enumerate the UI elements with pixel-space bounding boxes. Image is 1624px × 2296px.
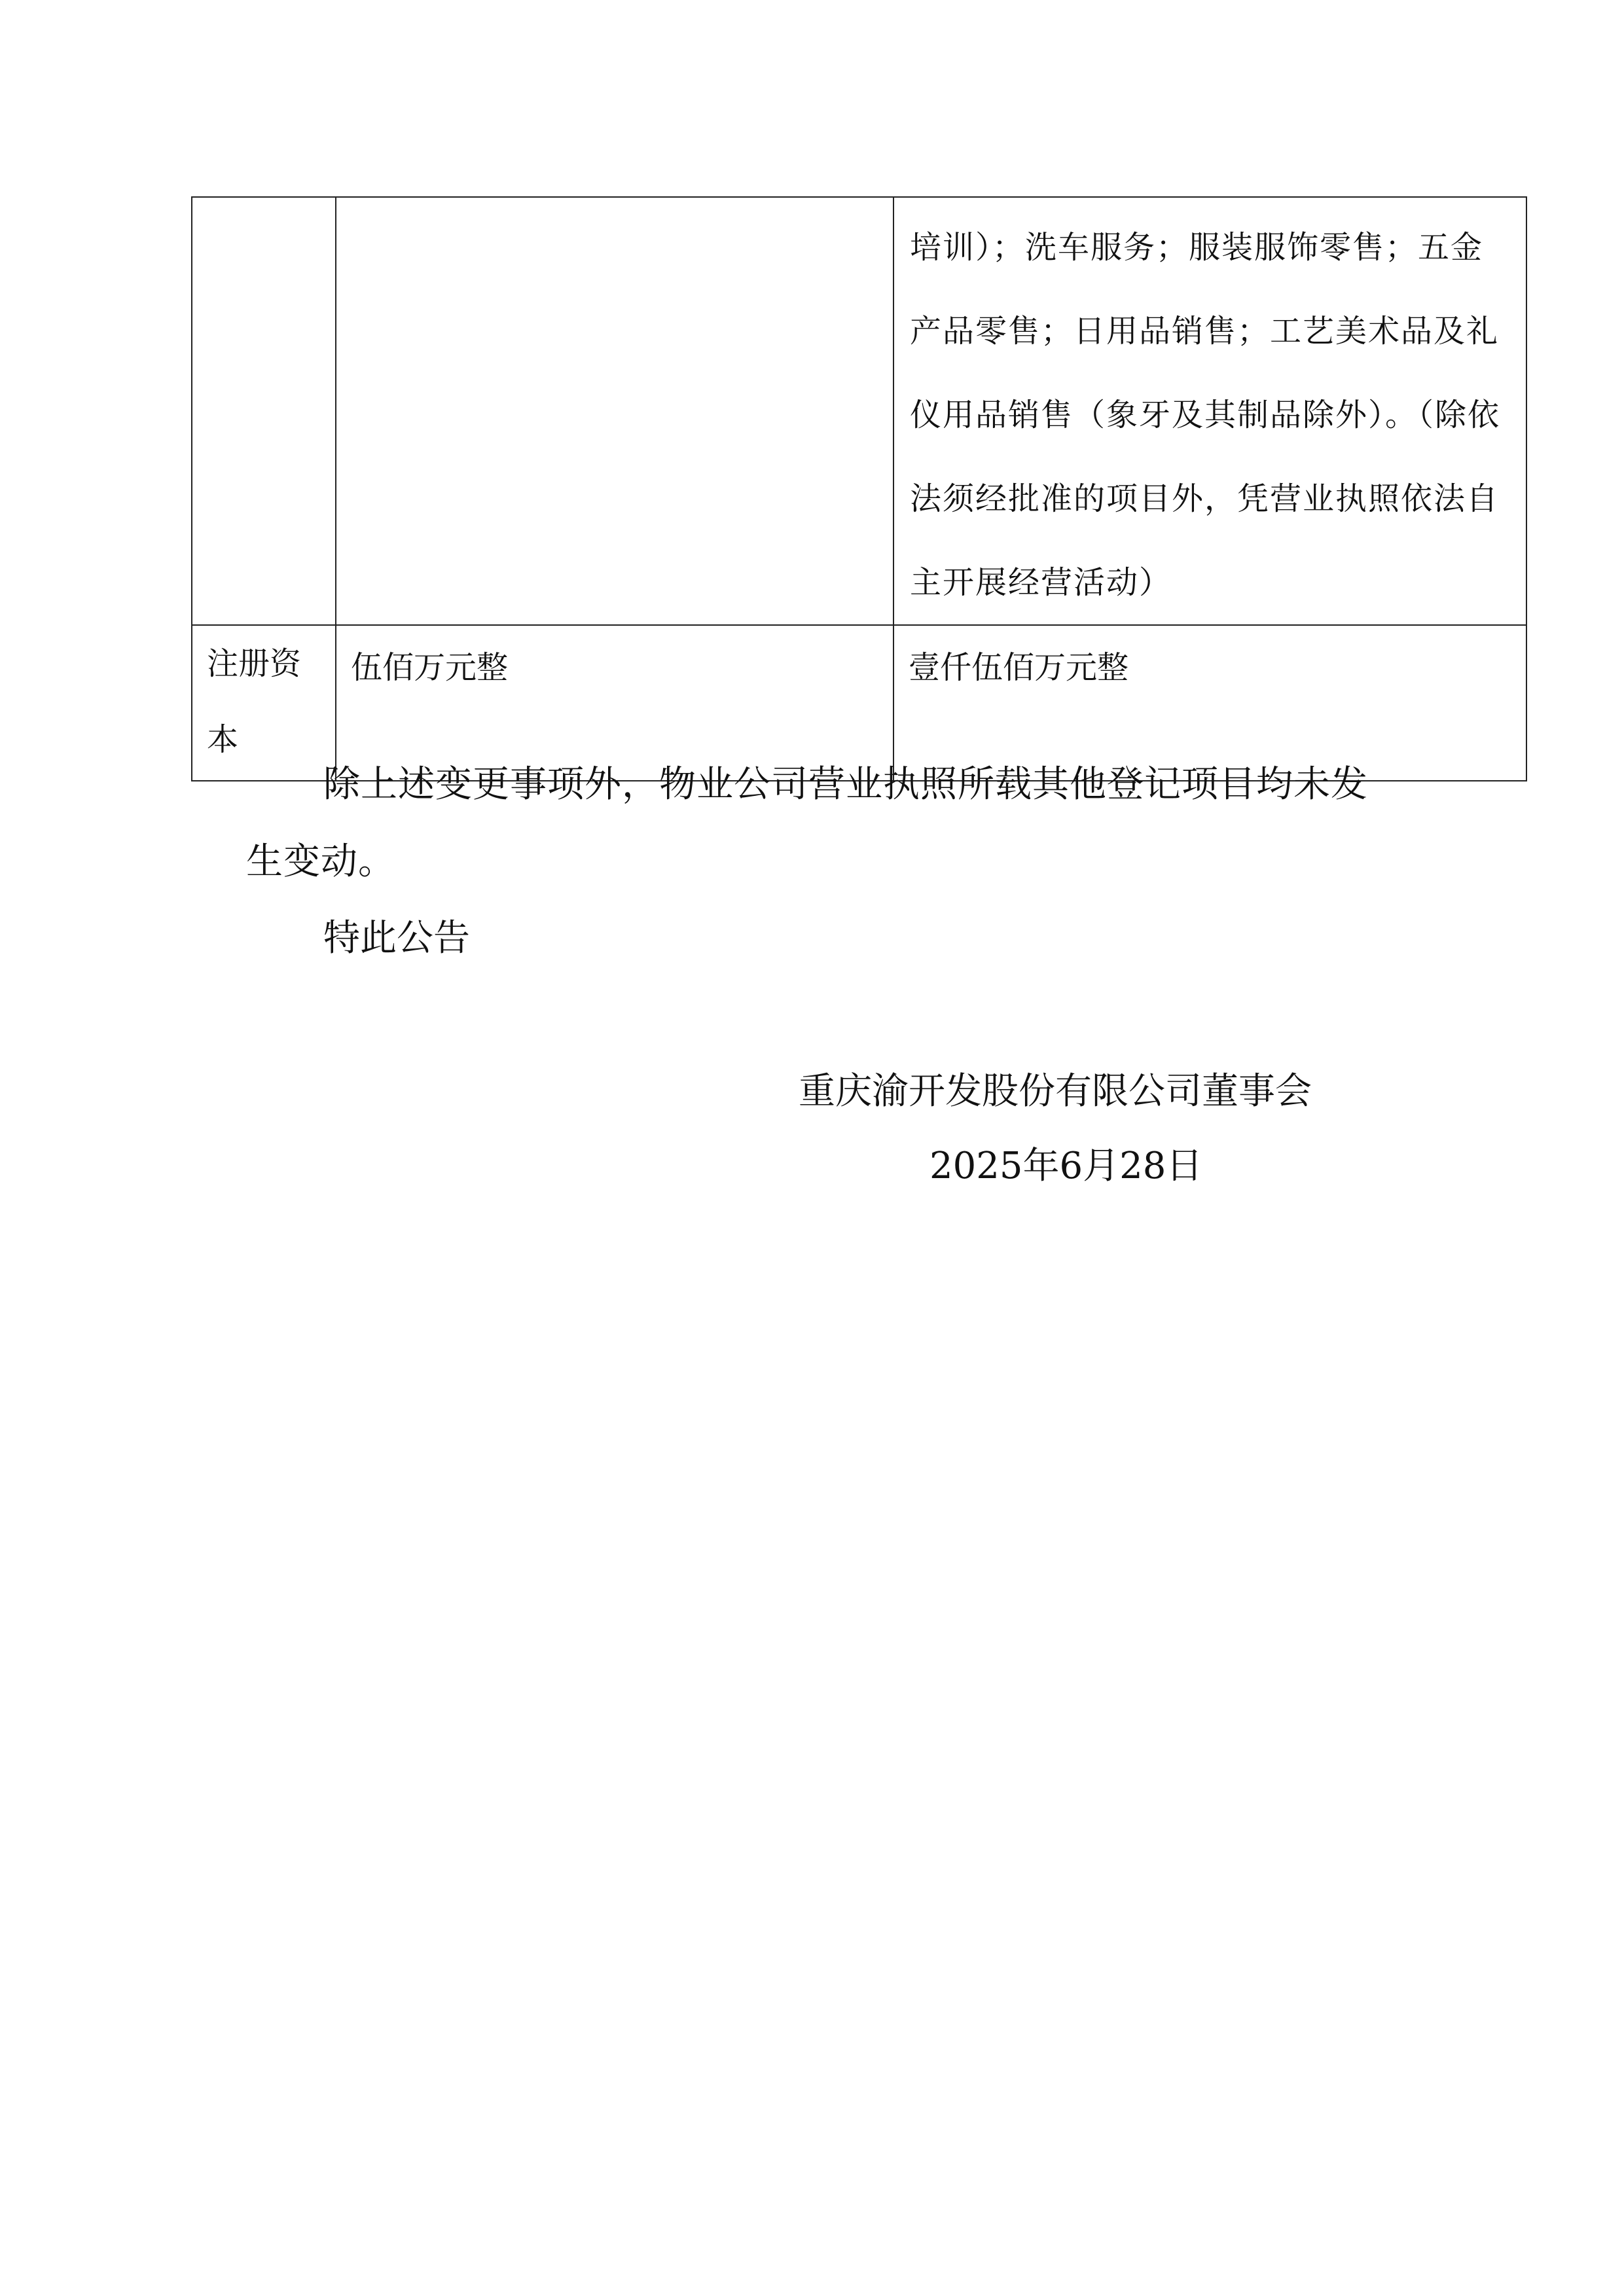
table-cell-item: 注册资本 [192, 625, 336, 781]
table-cell-before-change: 伍佰万元整 [336, 625, 893, 781]
table-cell-after-change: 壹仟伍佰万元整 [893, 625, 1526, 781]
body-paragraph-other-items-unchanged: 除上述变更事项外，物业公司营业执照所载其他登记项目均未发生变动。 [246, 763, 1368, 883]
table-cell-before-change [336, 197, 893, 625]
table-cell-after-change: 培训）；洗车服务；服装服饰零售；五金产品零售；日用品销售；工艺美术品及礼仪用品销售（象牙及其制品除外）。（除依法须经批准的项目外，凭营业执照依法自主开展经营活动） [893, 197, 1526, 625]
body-paragraph-announcement-closing: 特此公告 [323, 917, 470, 960]
table-cell-item [192, 197, 336, 625]
signature-date: 2025年6月28日 [929, 1145, 1203, 1187]
registration-change-table [191, 196, 1527, 781]
table-row-business-scope [192, 197, 1526, 625]
signature-issuer: 重庆渝开发股份有限公司董事会 [799, 1070, 1312, 1113]
